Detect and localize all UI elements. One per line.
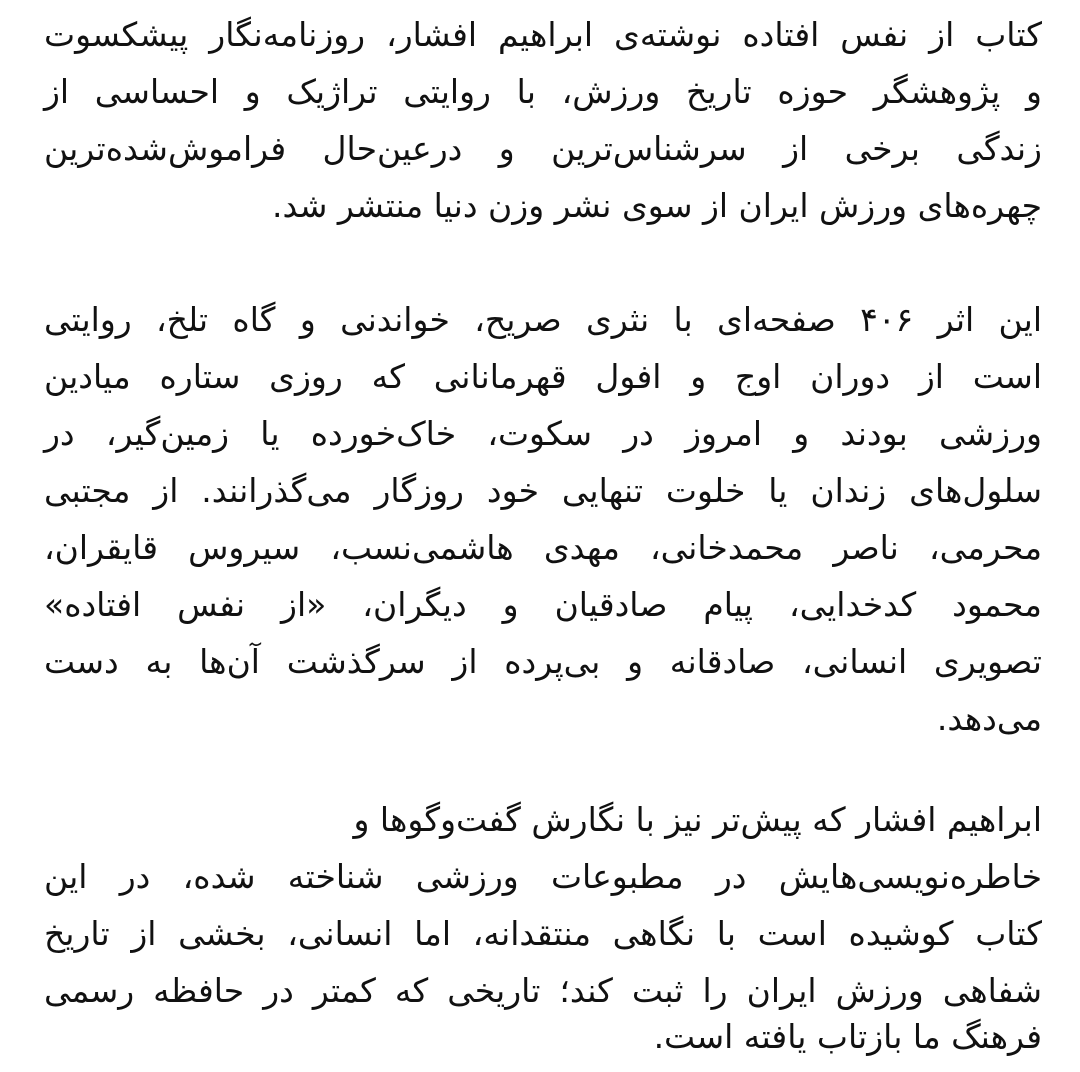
paragraph-3-line-1: ابراهیم افشار که پیش‌تر نیز با نگارش گفت‌وگوها و [353, 800, 1042, 839]
paragraph-2-line-4: سلول‌های زندان یا خلوت تنهایی خود روزگار می‌گذرانند. از مجتبی [44, 471, 1042, 510]
paragraph-2-line-8: می‌دهد. [936, 699, 1042, 738]
paragraph-1-line-3: زندگی برخی از سرشناس‌ترین و درعین‌حال فراموش‌شده‌ترین [44, 129, 1042, 168]
paragraph-2-line-5: محرمی، ناصر محمدخانی، مهدی هاشمی‌نسب، سیروس قایقران، [44, 528, 1042, 567]
paragraph-2-line-2: است از دوران اوج و افول قهرمانانی که روزی ستاره میادین [44, 357, 1042, 396]
paragraph-1-line-2: و پژوهشگر حوزه تاریخ ورزش، با روایتی تراژیک و احساسی از [44, 72, 1042, 111]
paragraph-3-line-4: شفاهی ورزش ایران را ثبت کند؛ تاریخی که کمتر در حافظه رسمی [44, 971, 1042, 1010]
paragraph-2-line-3: ورزشی بودند و امروز در سکوت، خاک‌خورده یا زمین‌گیر، در [44, 414, 1042, 453]
paragraph-2-line-6: محمود کدخدایی، پیام صادقیان و دیگران، «از نفس افتاده» [44, 585, 1042, 624]
paragraph-2-line-7: تصویری انسانی، صادقانه و بی‌پرده از سرگذشت آن‌ها به دست [44, 642, 1042, 681]
paragraph-1-line-1: کتاب از نفس افتاده نوشته‌ی ابراهیم افشار، روزنامه‌نگار پیشکسوت [44, 15, 1042, 54]
paragraph-3-line-2: خاطره‌نویسی‌هایش در مطبوعات ورزشی شناخته شده، در این [44, 857, 1042, 896]
paragraph-1-line-4: چهره‌های ورزش ایران از سوی نشر وزن دنیا منتشر شد. [271, 186, 1042, 225]
paragraph-2-line-1: این اثر ۴۰۶ صفحه‌ای با نثری صریح، خواندنی و گاه تلخ، روایتی [44, 300, 1043, 339]
paragraph-3-line-3: کتاب کوشیده است با نگاهی منتقدانه، اما انسانی، بخشی از تاریخ [44, 914, 1042, 953]
paragraph-3-line-5: فرهنگ ما بازتاب یافته است. [653, 1017, 1042, 1056]
